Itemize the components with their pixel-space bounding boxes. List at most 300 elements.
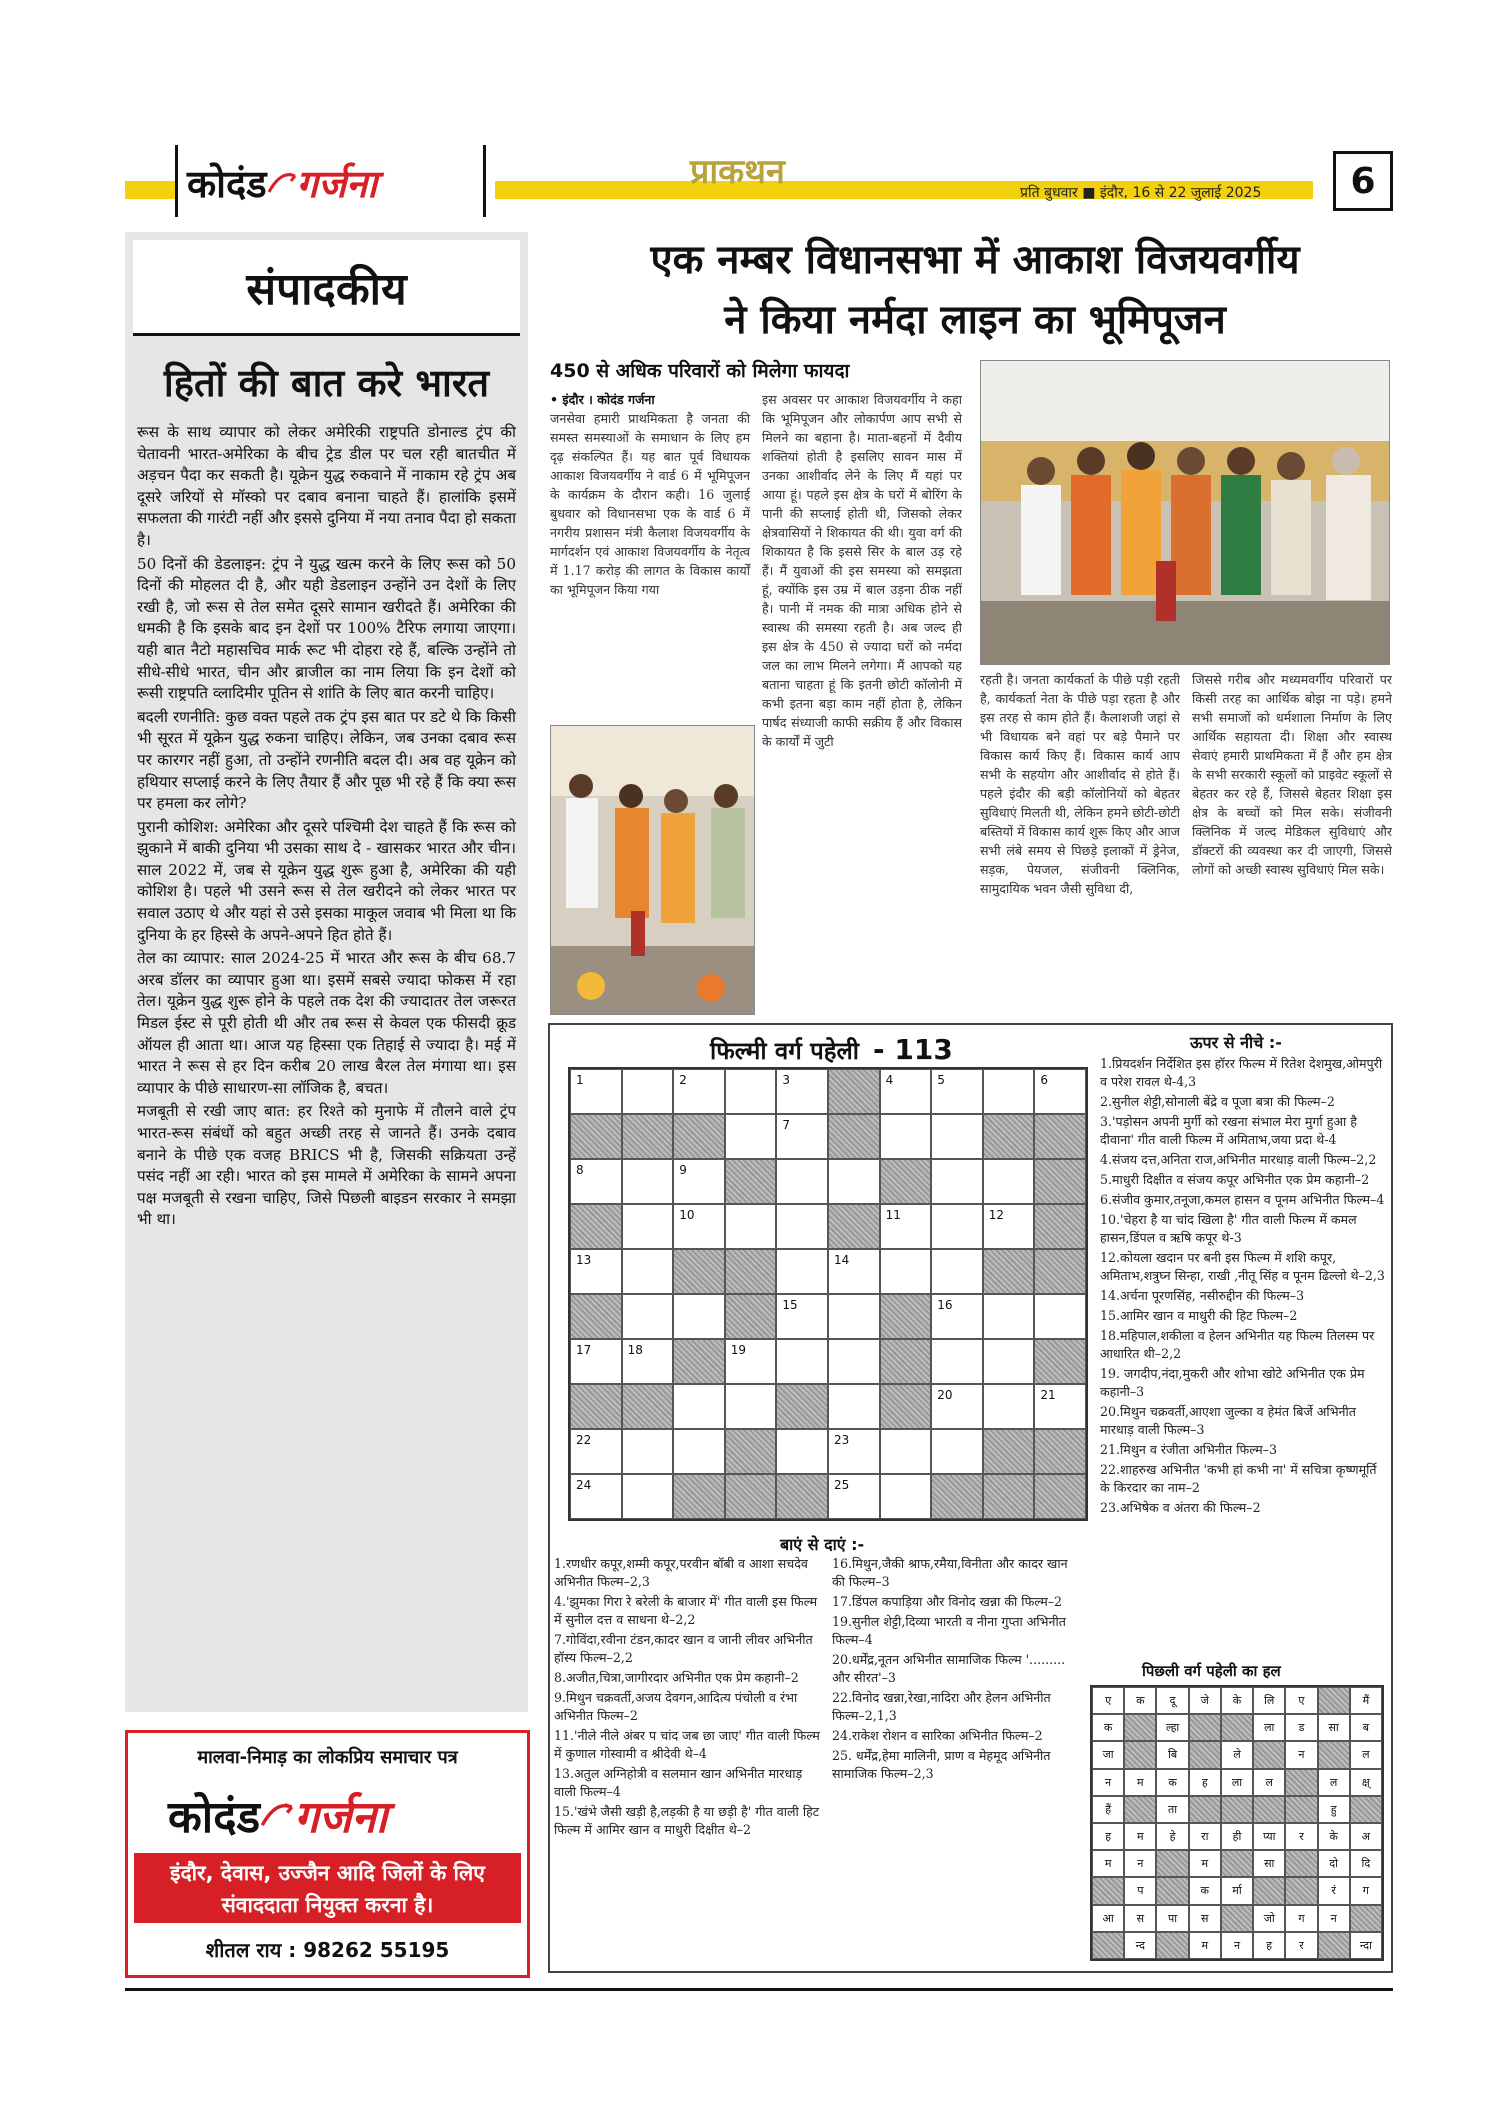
down-clue: 2.सुनील शेट्टी,सोनाली बेंद्रे व पूजा बत्रा की फिल्म–2: [1100, 1094, 1335, 1109]
crossword-cell[interactable]: [725, 1474, 777, 1519]
crossword-cell[interactable]: [1034, 1384, 1086, 1429]
crossword-cell[interactable]: [931, 1069, 983, 1114]
masthead-yellow-band: [125, 181, 175, 199]
solution-cell: क: [1156, 1769, 1188, 1796]
masthead-divider-left: [175, 145, 178, 217]
crossword-cell[interactable]: [725, 1339, 777, 1384]
crossword-puzzle: [548, 1023, 1393, 1973]
solution-cell: ल्हा: [1156, 1714, 1188, 1741]
across-clue: 19.सुनील शेट्टी,दिव्या भारती व नीना गुप्ता अभिनीत फिल्म–4: [832, 1614, 1066, 1647]
crossword-cell[interactable]: [673, 1249, 725, 1294]
down-clue: 1.प्रियदर्शन निर्देशित इस हॉरर फिल्म में रितेश देशमुख,ओमपुरी व परेश रावल थे-4,3: [1100, 1056, 1383, 1089]
across-clue: 4.'झुमका गिरा रे बरेली के बाजार में' गीत वाली इस फिल्म में सुनील दत्त व साधना थे–2,2: [554, 1594, 818, 1627]
crossword-cell[interactable]: [622, 1204, 674, 1249]
arrow-icon: [267, 168, 297, 198]
crossword-cell[interactable]: [725, 1114, 777, 1159]
crossword-cell[interactable]: [776, 1294, 828, 1339]
crossword-cell[interactable]: [725, 1204, 777, 1249]
crossword-cell[interactable]: [931, 1159, 983, 1204]
ceremony-photo-left: [550, 725, 755, 1015]
crossword-cell[interactable]: [880, 1204, 932, 1249]
crossword-cell[interactable]: [570, 1069, 622, 1114]
crossword-cell[interactable]: [673, 1294, 725, 1339]
crossword-cell[interactable]: [828, 1474, 880, 1519]
solution-cell: [1253, 1741, 1285, 1768]
solution-cell: स: [1124, 1905, 1156, 1932]
crossword-cell[interactable]: [570, 1114, 622, 1159]
advert-logo: [168, 1785, 387, 1845]
solution-cell: प: [1124, 1877, 1156, 1904]
crossword-cell[interactable]: [983, 1114, 1035, 1159]
crossword-cell-number: 13: [576, 1253, 592, 1267]
solution-cell: [1092, 1932, 1124, 1959]
crossword-cell[interactable]: [776, 1114, 828, 1159]
advert-appeal: इंदौर, देवास, उज्जैन आदि जिलों के लिए संवाददाता नियुक्त करना है।: [134, 1853, 521, 1923]
crossword-cell[interactable]: [1034, 1429, 1086, 1474]
editorial-label: संपादकीय: [133, 240, 520, 336]
crossword-cell[interactable]: [931, 1114, 983, 1159]
solution-cell: हे: [1156, 1823, 1188, 1850]
solution-cell: [1221, 1714, 1253, 1741]
down-clue: 20.मिथुन चक्रवर्ती,आएशा जुल्का व हेमंत बिर्जे अभिनीत मारधाड़ वाली फिल्म–3: [1100, 1404, 1356, 1437]
down-clue: 10.'चेहरा है या चांद खिला है' गीत वाली फिल्म में कमल हासन,डिंपल व ऋषि कपूर थे-3: [1100, 1212, 1357, 1245]
editorial-column: [125, 232, 528, 1712]
solution-cell: पा: [1156, 1905, 1188, 1932]
story-column-1: [550, 390, 750, 720]
crossword-cell[interactable]: [983, 1474, 1035, 1519]
brand-logo: [187, 157, 377, 209]
crossword-cell[interactable]: [776, 1249, 828, 1294]
crossword-cell[interactable]: [880, 1294, 932, 1339]
solution-cell: ला: [1253, 1714, 1285, 1741]
crossword-cell[interactable]: [1034, 1249, 1086, 1294]
solution-cell: म: [1124, 1769, 1156, 1796]
across-clues-heading: बाएं से दाएं :-: [780, 1535, 865, 1554]
down-clue: 12.कोयला खदान पर बनी इस फिल्म में शशि कपूर, अमिताभ,शत्रुघ्न सिन्हा, राखी ,नीतू सिंह व पूनम ढिल्लो थे–2,3: [1100, 1250, 1385, 1283]
crossword-cell[interactable]: [983, 1249, 1035, 1294]
down-clue: 3.'पड़ोसन अपनी मुर्गी को रखना संभाल मेरा मुर्गा हुआ है दीवाना' गीत वाली फिल्म में अमिताभ,जया प्रदा थे-4: [1100, 1114, 1357, 1147]
crossword-cell[interactable]: [931, 1249, 983, 1294]
crossword-cell-number: 6: [1040, 1073, 1049, 1087]
solution-cell: ल: [1318, 1769, 1350, 1796]
crossword-cell-number: 4: [885, 1073, 894, 1087]
recruitment-advert: [125, 1730, 530, 1978]
down-clues: [1100, 1055, 1385, 1519]
across-clues-right: [832, 1555, 1084, 1785]
crossword-cell-number: 20: [937, 1388, 953, 1402]
solution-cell: [1350, 1905, 1382, 1932]
crossword-cell[interactable]: [983, 1294, 1035, 1339]
crossword-cell[interactable]: [570, 1294, 622, 1339]
crossword-cell-number: 15: [782, 1298, 798, 1312]
solution-cell: ब: [1350, 1714, 1382, 1741]
story-subhead: 450 से अधिक परिवारों को मिलेगा फायदा: [550, 360, 850, 382]
crossword-cell[interactable]: [931, 1339, 983, 1384]
solution-cell: दो: [1318, 1850, 1350, 1877]
brand-logo-part1: कोदंड: [187, 162, 267, 206]
solution-cell: ला: [1221, 1769, 1253, 1796]
solution-cell: ग: [1350, 1877, 1382, 1904]
solution-cell: रा: [1189, 1823, 1221, 1850]
solution-cell: [1318, 1687, 1350, 1714]
solution-cell: [1189, 1796, 1221, 1823]
crossword-cell[interactable]: [880, 1069, 932, 1114]
solution-cell: [1156, 1877, 1188, 1904]
solution-cell: जे: [1189, 1687, 1221, 1714]
crossword-cell-number: 21: [1040, 1388, 1056, 1402]
arrow-icon: [260, 1798, 294, 1832]
solution-cell: [1318, 1741, 1350, 1768]
crossword-cell-number: 5: [937, 1073, 945, 1087]
solution-cell: [1285, 1769, 1317, 1796]
solution-cell: [1285, 1850, 1317, 1877]
solution-cell: ही: [1221, 1823, 1253, 1850]
crossword-cell[interactable]: [622, 1294, 674, 1339]
crossword-cell[interactable]: [725, 1249, 777, 1294]
across-clues-left: [554, 1555, 822, 1841]
solution-cell: बि: [1156, 1741, 1188, 1768]
brand-logo-part2: गर्जना: [296, 162, 378, 206]
across-clue: 11.'नीले नीले अंबर प चांद जब छा जाए' गीत वाली फिल्म में कुणाल गोस्वामी व श्रीदेवी थे–4: [554, 1728, 820, 1761]
solution-cell: म: [1124, 1823, 1156, 1850]
down-clue: 21.मिथुन व रंजीता अभिनीत फिल्म–3: [1100, 1442, 1277, 1457]
across-clue: 8.अजीत,चित्रा,जागीरदार अभिनीत एक प्रेम कहानी–2: [554, 1670, 799, 1685]
across-clue: 24.राकेश रोशन व सारिका अभिनीत फिल्म–2: [832, 1728, 1043, 1743]
section-title: प्राकथन: [690, 152, 785, 192]
crossword-cell[interactable]: [931, 1384, 983, 1429]
solution-cell: प्या: [1253, 1823, 1285, 1850]
crossword-cell[interactable]: [673, 1204, 725, 1249]
editorial-paragraph: पुरानी कोशिश: अमेरिका और दूसरे पश्चिमी देश चाहते हैं कि रूस को झुकाने में बाकी दुनिया भी उसका साथ दे - खासकर भारत और चीन। साल 2022 में, जब से यूक्रेन युद्ध शुरू हुआ है, अमेरिका की यही कोशिश है। पहले भी उसने रूस से तेल खरीदने को लेकर भारत पर सवाल उठाए थे और यहां से उसे इसका माकूल जवाब भी मिला था कि दुनिया के हर हिस्से के अपने-अपने हित होते हैं।: [137, 817, 516, 944]
crossword-cell-number: 24: [576, 1478, 592, 1492]
crossword-cell-number: 17: [576, 1343, 592, 1357]
solution-cell: हु: [1318, 1796, 1350, 1823]
story-text: जनसेवा हमारी प्राथमिकता है जनता की समस्त समस्याओं के समाधान के लिए हम दृढ़ संकल्पित हैं। यह बात पूर्व विधायक आकाश विजयवर्गीय ने वार्ड 6 में भूमिपूजन के कार्यक्रम के दौरान कही। 16 जुलाई बुधवार को विधानसभा एक के वार्ड 6 में नगरीय प्रशासन मंत्री कैलाश विजयवर्गीय के मार्गदर्शन एवं आकाश विजयवर्गीय के नेतृत्व में 1.17 करोड़ की लागत के विकास कार्यों का भूमिपूजन किया गया: [550, 411, 750, 597]
crossword-cell-number: 8: [576, 1163, 584, 1177]
solution-cell: आ: [1092, 1905, 1124, 1932]
crossword-cell[interactable]: [776, 1339, 828, 1384]
crossword-cell[interactable]: [983, 1204, 1035, 1249]
crossword-title-text: फिल्मी वर्ग पहेली: [710, 1037, 859, 1065]
crossword-cell[interactable]: [673, 1159, 725, 1204]
crossword-cell-number: 14: [833, 1253, 850, 1267]
crossword-cell[interactable]: [622, 1474, 674, 1519]
crossword-cell[interactable]: [776, 1069, 828, 1114]
crossword-cell[interactable]: [570, 1249, 622, 1294]
crossword-cell[interactable]: [828, 1384, 880, 1429]
solution-cell: [1156, 1850, 1188, 1877]
crossword-cell-number: 12: [988, 1208, 1005, 1222]
page-number: 6: [1333, 151, 1393, 211]
crossword-cell[interactable]: [622, 1159, 674, 1204]
across-clue: 15.'खंभे जैसी खड़ी है,लड़की है या छड़ी है' गीत वाली हिट फिल्म में आमिर खान व माधुरी दिक्षीत थे–2: [554, 1804, 820, 1837]
crossword-cell-number: 1: [576, 1073, 584, 1087]
solution-cell: न्दा: [1350, 1932, 1382, 1959]
crossword-cell[interactable]: [725, 1294, 777, 1339]
editorial-paragraph: 50 दिनों की डेडलाइन: ट्रंप ने युद्ध खत्म करने के लिए रूस को 50 दिनों की मोहलत दी है, और यही डेडलाइन उन्होंने उन देशों के लिए रखी है, जो रूस से तेल समेत दूसरे सामान खरीदते हैं। अमेरिका की धमकी है कि इसके बाद इन देशों पर 100% टैरिफ लगाया जाएगा। यही बात नैटो महासचिव मार्क रूट भी दोहरा रहे हैं, बल्कि उन्होंने तो सीधे-सीधे भारत, चीन और ब्राजील का नाम लिया कि इन देशों को रूसी राष्ट्रपति व्लादिमीर पूतिन से शांति के लिए बात करनी चाहिए।: [137, 554, 516, 703]
solution-cell: [1124, 1741, 1156, 1768]
solution-cell: दि: [1350, 1850, 1382, 1877]
masthead: [125, 145, 1393, 223]
across-clue: 16.मिथुन,जैकी श्राफ,रमैया,विनीता और कादर खान की फिल्म–3: [832, 1556, 1068, 1589]
crossword-cell[interactable]: [776, 1159, 828, 1204]
crossword-cell-number: 16: [937, 1298, 953, 1312]
crossword-cell[interactable]: [1034, 1339, 1086, 1384]
crossword-cell[interactable]: [673, 1384, 725, 1429]
crossword-cell[interactable]: [570, 1339, 622, 1384]
advert-tagline: मालवा-निमाड़ का लोकप्रिय समाचार पत्र: [197, 1747, 458, 1768]
crossword-cell-number: 25: [833, 1478, 850, 1492]
solution-cell: म: [1189, 1932, 1221, 1959]
crossword-cell[interactable]: [931, 1429, 983, 1474]
solution-title: पिछली वर्ग पहेली का हल: [1142, 1662, 1281, 1680]
solution-cell: र: [1285, 1823, 1317, 1850]
solution-cell: [1253, 1877, 1285, 1904]
crossword-cell[interactable]: [983, 1339, 1035, 1384]
solution-cell: ग: [1285, 1905, 1317, 1932]
solution-cell: ल: [1253, 1769, 1285, 1796]
solution-cell: [1350, 1796, 1382, 1823]
down-clue: 19. जगदीप,नंदा,मुकरी और शोभा खोटे अभिनीत एक प्रेम कहानी–3: [1100, 1366, 1365, 1399]
crossword-cell[interactable]: [725, 1069, 777, 1114]
solution-cell: [1285, 1877, 1317, 1904]
crossword-cell[interactable]: [931, 1294, 983, 1339]
advert-logo-part2: गर्जना: [294, 1792, 388, 1843]
crossword-cell[interactable]: [622, 1339, 674, 1384]
crossword-cell-number: 23: [833, 1433, 850, 1447]
story-text: रहती है। जनता कार्यकर्ता के पीछे पड़ी रहती है, कार्यकर्ता नेता के पीछे पड़ा रहता है और इस तरह से काम होते हैं। कैलाशजी जहां से भी विधायक बने वहां पर बड़े पैमाने पर विकास कार्य किए हैं। विकास कार्य आप सभी के सहयोग और आशीर्वाद से होते हैं। पहले इंदौर की बड़ी कॉलोनियों को बेहतर सुविधाएं मिलती थी, लेकिन हमने छोटी-छोटी बस्तियों में विकास कार्य शुरू किए और आज सभी लंबे समय से पिछड़े इलाकों में ड्रेनेज, सड़क, पेयजल, संजीवनी क्लिनिक, सामुदायिक भवन जैसी सुविधा दी,: [980, 672, 1180, 896]
advert-logo-part1: कोदंड: [168, 1792, 261, 1843]
crossword-number: - 113: [873, 1033, 953, 1066]
down-clue: 22.शाहरुख अभिनीत 'कभी हां कभी ना' में सचित्रा कृष्णमूर्ति के किरदार का नाम–2: [1100, 1462, 1377, 1495]
across-clue: 20.धर्मेंद्र,नूतन अभिनीत सामाजिक फिल्म '......... और सीरत'–3: [832, 1652, 1066, 1685]
solution-cell: म: [1092, 1850, 1124, 1877]
solution-cell: हैं: [1092, 1796, 1124, 1823]
solution-cell: [1221, 1905, 1253, 1932]
crossword-cell[interactable]: [673, 1339, 725, 1384]
story-headline: [560, 230, 1390, 350]
headline-line: एक नम्बर विधानसभा में आकाश विजयवर्गीय: [650, 237, 1300, 283]
editorial-paragraph: मजबूती से रखी जाए बात: हर रिश्ते को मुनाफे में तौलने वाले ट्रंप भारत-रूस संबंधों को बहुत अच्छी तरह से जानते हैं। उनके दबाव बनाने के पीछे एक वजह BRICS भी है, जिसकी सक्रियता उन्हें पसंद नहीं आ रही। भारत को इस मामले में अमेरिका के सामने अपना पक्ष मजबूती से रखना चाहिए, जिसे पिछली बाइडन सरकार ने समझा भी था।: [137, 1102, 516, 1229]
story-text: जिससे गरीब और मध्यमवर्गीय परिवारों पर किसी तरह का आर्थिक बोझ ना पड़े। हमने सभी समाजों को धर्मशाला निर्माण के लिए आर्थिक सहायता दी। शिक्षा और स्वास्थ सेवाएं हमारी प्राथमिकता में हैं और हम क्षेत्र के सभी सरकारी स्कूलों को प्राइवेट स्कूलों से बेहतर कर रहे हैं, जिससे बेहतर शिक्षा इस क्षेत्र के बच्चों को मिल सके। संजीवनी क्लिनिक में जल्द मेडिकल सुविधाएं और डॉक्टरों की व्यवस्था कर दी जाएगी, जिससे लोगों को अच्छी स्वास्थ सुविधाएं मिल सके।: [1192, 672, 1392, 877]
crossword-cell[interactable]: [880, 1474, 932, 1519]
solution-cell: [1092, 1877, 1124, 1904]
solution-cell: ड: [1285, 1714, 1317, 1741]
crossword-cell[interactable]: [880, 1429, 932, 1474]
masthead-divider-right: [483, 145, 486, 217]
solution-cell: [1285, 1796, 1317, 1823]
crossword-cell[interactable]: [673, 1474, 725, 1519]
solution-cell: न: [1318, 1905, 1350, 1932]
solution-cell: [1318, 1932, 1350, 1959]
down-clue: 14.अर्चना पूरणसिंह, नसीरुद्दीन की फिल्म–3: [1100, 1288, 1305, 1303]
crossword-cell[interactable]: [880, 1159, 932, 1204]
crossword-cell[interactable]: [828, 1429, 880, 1474]
down-clue: 6.संजीव कुमार,तनूजा,कमल हासन व पूनम अभिनीत फिल्म–4: [1100, 1192, 1385, 1207]
across-clue: 1.रणधीर कपूर,शम्मी कपूर,परवीन बॉबी व आशा सचदेव अभिनीत फिल्म–2,3: [554, 1556, 808, 1589]
across-clue: 7.गोविंदा,रवीना टंडन,कादर खान व जानी लीवर अभिनीत हॉस्य फिल्म–2,2: [554, 1632, 813, 1665]
crossword-cell[interactable]: [673, 1069, 725, 1114]
crossword-cell-number: 22: [576, 1433, 592, 1447]
down-clue: 4.संजय दत्त,अनिता राज,अभिनीत मारधाड़ वाली फिल्म–2,2: [1100, 1152, 1377, 1167]
crossword-cell[interactable]: [880, 1384, 932, 1429]
solution-cell: ल: [1350, 1741, 1382, 1768]
solution-cell: स: [1189, 1905, 1221, 1932]
crossword-cell-number: 19: [730, 1343, 747, 1357]
story-column-4: [1192, 670, 1392, 1020]
solution-cell: ए: [1285, 1687, 1317, 1714]
solution-cell: र्मा: [1221, 1877, 1253, 1904]
solution-cell: दू: [1156, 1687, 1188, 1714]
crossword-cell[interactable]: [1034, 1114, 1086, 1159]
crossword-cell[interactable]: [673, 1114, 725, 1159]
crossword-cell[interactable]: [622, 1249, 674, 1294]
crossword-cell[interactable]: [776, 1429, 828, 1474]
ceremony-photo-right: [980, 360, 1390, 665]
solution-cell: [1189, 1741, 1221, 1768]
solution-cell: जा: [1092, 1741, 1124, 1768]
solution-cell: [1253, 1796, 1285, 1823]
crossword-cell[interactable]: [776, 1474, 828, 1519]
down-clue: 23.अभिषेक व अंतरा की फिल्म–2: [1100, 1500, 1261, 1515]
across-clue: 22.विनोद खन्ना,रेखा,नादिरा और हेलन अभिनीत फिल्म–2,1,3: [832, 1690, 1051, 1723]
headline-line: ने किया नर्मदा लाइन का भूमिपूजन: [724, 297, 1226, 343]
across-clue: 9.मिथुन चक्रवर्ती,अजय देवगन,आदित्य पंचोली व रंभा अभिनीत फिल्म–2: [554, 1690, 798, 1723]
down-clue: 18.महिपाल,शकीला व हेलन अभिनीत यह फिल्म तिलस्म पर आधारित थी–2,2: [1100, 1328, 1375, 1361]
crossword-cell[interactable]: [828, 1249, 880, 1294]
solution-cell: क: [1092, 1714, 1124, 1741]
solution-cell: [1124, 1714, 1156, 1741]
solution-cell: के: [1221, 1687, 1253, 1714]
dateline: प्रति बुधवार ■ इंदौर, 16 से 22 जुलाई 2025: [1020, 185, 1262, 201]
crossword-cell[interactable]: [983, 1384, 1035, 1429]
solution-cell: लि: [1253, 1687, 1285, 1714]
crossword-cell-number: 2: [679, 1073, 687, 1087]
solution-cell: ले: [1221, 1741, 1253, 1768]
crossword-cell[interactable]: [622, 1069, 674, 1114]
solution-cell: न: [1124, 1850, 1156, 1877]
solution-cell: ह: [1189, 1769, 1221, 1796]
crossword-cell[interactable]: [880, 1249, 932, 1294]
story-column-2: [762, 390, 962, 1018]
solution-cell: [1221, 1796, 1253, 1823]
ceremony-photo-image: [981, 361, 1390, 665]
solution-cell: [1156, 1932, 1188, 1959]
editorial-paragraph: तेल का व्यापार: साल 2024-25 में भारत और रूस के बीच 68.7 अरब डॉलर का व्यापार हुआ था। इसमें सबसे ज्यादा फोकस में रहा तेल। यूक्रेन युद्ध शुरू होने के पहले तक देश की ज्यादातर तेल जरूरत मिडल ईस्ट से पूरी होती थी और तब रूस से केवल एक फीसदी क्रूड ऑयल ही आता था। आज यह हिस्सा एक तिहाई से ज्यादा है। मई में भारत ने रूस से हर दिन करीब 20 लाख बैरल तेल मंगाया था। इस व्यापार के पीछे साधारण-सा लॉजिक है, बचत।: [137, 949, 516, 1097]
ceremony-photo-image: [551, 726, 755, 1015]
crossword-cell-number: 18: [627, 1343, 643, 1357]
crossword-grid: [568, 1067, 1088, 1521]
crossword-cell[interactable]: [776, 1384, 828, 1429]
editorial-body: [125, 422, 528, 1231]
previous-solution-grid: [1090, 1685, 1384, 1961]
crossword-cell[interactable]: [983, 1069, 1035, 1114]
solution-cell: न्द: [1124, 1932, 1156, 1959]
crossword-cell[interactable]: [725, 1384, 777, 1429]
crossword-cell[interactable]: [622, 1114, 674, 1159]
solution-cell: ह: [1253, 1932, 1285, 1959]
crossword-cell[interactable]: [931, 1204, 983, 1249]
crossword-cell[interactable]: [570, 1204, 622, 1249]
crossword-cell-number: 9: [679, 1163, 687, 1177]
solution-cell: अ: [1350, 1823, 1382, 1850]
solution-cell: सा: [1318, 1714, 1350, 1741]
solution-cell: के: [1318, 1823, 1350, 1850]
solution-cell: ह: [1092, 1823, 1124, 1850]
solution-cell: क: [1124, 1687, 1156, 1714]
across-clue: 13.अतुल अग्निहोत्री व सलमान खान अभिनीत मारधाड़ वाली फिल्म–4: [554, 1766, 803, 1799]
solution-cell: ए: [1092, 1687, 1124, 1714]
crossword-cell[interactable]: [828, 1339, 880, 1384]
crossword-cell[interactable]: [776, 1204, 828, 1249]
crossword-cell[interactable]: [570, 1474, 622, 1519]
crossword-cell-number: 7: [782, 1118, 791, 1132]
solution-cell: न: [1221, 1932, 1253, 1959]
crossword-cell[interactable]: [828, 1114, 880, 1159]
crossword-cell[interactable]: [725, 1159, 777, 1204]
crossword-cell[interactable]: [828, 1069, 880, 1114]
crossword-cell[interactable]: [570, 1159, 622, 1204]
solution-cell: जो: [1253, 1905, 1285, 1932]
down-clues-heading: ऊपर से नीचे :-: [1190, 1033, 1282, 1052]
solution-cell: मैं: [1350, 1687, 1382, 1714]
crossword-cell[interactable]: [622, 1429, 674, 1474]
crossword-cell[interactable]: [828, 1294, 880, 1339]
solution-cell: [1221, 1850, 1253, 1877]
solution-cell: सा: [1253, 1850, 1285, 1877]
crossword-cell[interactable]: [880, 1339, 932, 1384]
solution-cell: न: [1092, 1769, 1124, 1796]
solution-cell: ता: [1156, 1796, 1188, 1823]
crossword-cell[interactable]: [622, 1384, 674, 1429]
solution-cell: [1124, 1796, 1156, 1823]
editorial-paragraph: रूस के साथ व्यापार को लेकर अमेरिकी राष्ट्रपति डोनाल्ड ट्रंप की चेतावनी भारत-अमेरिका के बीच ट्रेड डील पर चल रही बातचीत में अड़चन पैदा कर सकती है। यूक्रेन युद्ध रुकवाने में नाकाम रहे ट्रंप अब दूसरे जरियों से मॉस्को पर दबाव बनाना चाहते हैं। हालांकि इसमें सफलता की गारंटी नहीं और इससे दुनिया में नया तनाव पैदा हो सकता है।: [137, 423, 516, 549]
solution-cell: क्ष्: [1350, 1769, 1382, 1796]
solution-cell: र: [1285, 1932, 1317, 1959]
crossword-title: [710, 1033, 953, 1067]
story-column-3: [980, 670, 1180, 1020]
crossword-cell[interactable]: [570, 1384, 622, 1429]
solution-cell: रं: [1318, 1877, 1350, 1904]
crossword-cell[interactable]: [880, 1114, 932, 1159]
solution-cell: न: [1285, 1741, 1317, 1768]
crossword-cell[interactable]: [1034, 1474, 1086, 1519]
footer-rule: [125, 1988, 1393, 1991]
crossword-cell-number: 11: [885, 1208, 901, 1222]
crossword-cell[interactable]: [828, 1159, 880, 1204]
crossword-cell[interactable]: [1034, 1159, 1086, 1204]
down-clue: 15.आमिर खान व माधुरी की हिट फिल्म–2: [1100, 1308, 1298, 1323]
crossword-cell[interactable]: [725, 1429, 777, 1474]
editorial-title: हितों की बात करे भारत: [163, 361, 490, 405]
solution-cell: क: [1189, 1877, 1221, 1904]
crossword-cell[interactable]: [570, 1429, 622, 1474]
crossword-cell[interactable]: [1034, 1294, 1086, 1339]
across-clue: 25. धर्मेंद्र,हेमा मालिनी, प्राण व मेहमूद अभिनीत सामाजिक फिल्म–2,3: [832, 1748, 1051, 1781]
crossword-cell[interactable]: [983, 1429, 1035, 1474]
crossword-cell[interactable]: [673, 1429, 725, 1474]
solution-cell: म: [1189, 1850, 1221, 1877]
story-byline: • इंदौर । कोदंड गर्जना: [550, 392, 655, 407]
advert-contact: शीतल राय : 98262 55195: [205, 1938, 450, 1962]
story-text: इस अवसर पर आकाश विजयवर्गीय ने कहा कि भूमिपूजन और लोकार्पण आप सभी से मिलने का बहाना है। माता-बहनों में दैवीय शक्तियां होती है इसलिए सावन मास में उनका आशीर्वाद लेने के लिए मैं यहां पर आया हूं। पहले इस क्षेत्र के घरों में बोरिंग के पानी की सप्लाई होती थी, जिसको लेकर क्षेत्रवासियों ने शिकायत की थी। युवा वर्ग की शिकायत है कि इससे सिर के बाल उड़ रहे हैं। मैं युवाओं की इस समस्या को समझता हूं, क्योंकि इस उम्र में बाल उड़ना ठीक नहीं है। पानी में नमक की मात्रा अधिक होने से स्वास्थ की समस्या रहती है। अब जल्द ही इस क्षेत्र के 450 से ज्यादा घरों को नर्मदा जल का लाभ मिलने लगेगा। मैं आपको यह बताना चाहता हूं कि इतनी छोटी कॉलोनी में कभी इतना बड़ा काम नहीं होता है, लेकिन पार्षद संध्याजी काफी सक्रीय हैं और विकास के कार्यों में जुटी: [762, 392, 962, 749]
across-clue: 17.डिंपल कपाड़िया और विनोद खन्ना की फिल्म–2: [832, 1594, 1063, 1609]
crossword-cell[interactable]: [931, 1474, 983, 1519]
crossword-cell[interactable]: [828, 1204, 880, 1249]
crossword-cell[interactable]: [1034, 1069, 1086, 1114]
crossword-cell[interactable]: [1034, 1204, 1086, 1249]
crossword-cell[interactable]: [983, 1159, 1035, 1204]
